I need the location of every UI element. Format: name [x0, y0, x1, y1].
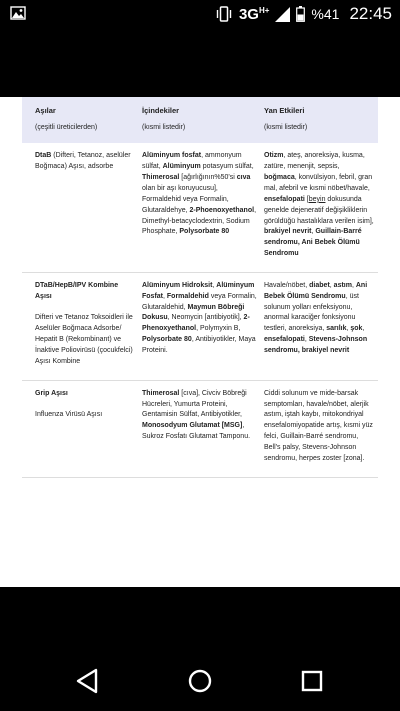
cell-text: DtaB — [35, 152, 52, 160]
cell-text: , Sukroz Fosfatı Glutamat Tamponu. — [142, 422, 251, 441]
table-row — [22, 381, 378, 478]
cell-text: Thimerosal — [142, 389, 180, 397]
image-notification-icon — [10, 5, 26, 21]
cell-text: Monosodyum Glutamat [MSG] — [142, 422, 243, 430]
cell-text: Alüminyum Fosfat — [142, 281, 255, 300]
cell-text: cıva — [236, 174, 251, 182]
home-icon[interactable] — [185, 667, 215, 695]
cell-text: şok — [350, 325, 363, 333]
cell-text: Guillain-Barré sendromu, Ani Bebek Ölümü Sendromu — [264, 228, 362, 258]
cell-text: Polysorbate 80 — [179, 228, 230, 236]
header-title: İçindekiler — [142, 106, 180, 115]
table-row — [22, 273, 378, 381]
cell-text: dokusunda genelde dejeneratif değişikliklerin görüldüğü hastalıklara verilen isim], — [264, 195, 374, 225]
cell-text: olan bir aşı koruyucusu], Formaldehid veya Formalin, Glutaraldehye, — [142, 185, 229, 214]
header-side-effects — [264, 105, 378, 133]
cell-ingredients — [142, 151, 264, 259]
cell-text: , — [351, 281, 356, 289]
cell-text: Ani Bebek Ölümü Sendromu — [264, 281, 368, 300]
cell-vaccine — [22, 389, 142, 465]
cell-side-effects — [264, 151, 378, 259]
network-type: $3G^{H+}$ — [238, 5, 270, 23]
cell-text: , — [304, 336, 309, 344]
cell-text: Grip Aşısı — [35, 389, 68, 397]
cell-text: potasyum sülfat, — [200, 163, 254, 171]
cell-text: , ammonyum sülfat, — [142, 152, 242, 171]
content-area[interactable] — [0, 97, 400, 587]
cell-text: boğmaca — [264, 174, 295, 182]
clock: 22:45 — [349, 4, 392, 23]
cell-text: , Neomycin [antibiyotik], — [167, 314, 244, 322]
cell-text: astım — [333, 281, 352, 289]
cell-text: Havale/nöbet, — [264, 281, 310, 289]
cell-text: Maymun Böbreği Dokusu — [142, 303, 245, 322]
cell-text: , Polymyxin B, — [196, 325, 241, 333]
cell-text: , ateş, anoreksiya, kusma, zatüre, menenjit, sepsis, — [264, 152, 365, 171]
cell-text: [ağırlığının%50'si — [179, 174, 237, 182]
cell-text: Otizm — [264, 152, 284, 160]
navigation-bar — [0, 651, 400, 711]
recent-apps-icon[interactable] — [297, 667, 327, 695]
cell-text: DTaB/HepB/IPV Kombine Aşısı — [35, 281, 119, 300]
cell-text: Stevens-Johnson sendromu, brakiyel nevrit — [264, 336, 368, 354]
cell-text: Formaldehid — [166, 292, 209, 300]
header-vaccines — [22, 105, 142, 133]
table-header-row — [22, 97, 378, 143]
cell-text: sarılık — [326, 325, 347, 333]
cell-text: 2-Phoenoxyethanol — [189, 206, 255, 214]
table-row — [22, 143, 378, 272]
vaccine-table — [22, 97, 378, 478]
battery-icon — [296, 6, 305, 22]
cell-text: , — [311, 228, 316, 236]
header-title: Yan Etkileri — [264, 106, 305, 115]
cell-text: Thimerosal — [142, 174, 180, 182]
cell-text: brakiyel nevrit — [264, 228, 312, 236]
cell-text: , Antibiyotikler, Maya Proteini. — [142, 336, 256, 354]
cell-text: ensefalopati — [264, 195, 305, 203]
cell-text: , — [163, 292, 167, 300]
vibrate-icon — [215, 6, 233, 22]
cell-text: Polysorbate 80 — [142, 336, 192, 344]
cell-text: Ciddi solunum ve mide-barsak semptomları, havale/nöbet, alerjik astım, iştah kaybı, mitokondriyal ensefalomiyopatide artış, kısmi yüz felci, Guillain-Barré sendromu, Bell's palsy, Stevens-Johnson sendromu, herpes zoster [zona]. — [264, 389, 373, 462]
back-icon[interactable] — [73, 667, 103, 695]
cell-text: (Difteri, Tetanoz, aselüler Boğmaca) Aşısı, adsorbe — [35, 152, 131, 171]
header-subtitle: (çeşitli üreticilerden) — [35, 123, 98, 131]
cell-text: , — [212, 281, 217, 289]
cell-text: beyin — [308, 195, 326, 203]
header-subtitle: (kısmi listedir) — [142, 123, 186, 131]
cell-text: Alüminyum Hidroksit — [142, 281, 213, 289]
cell-text: [ — [304, 195, 309, 203]
cell-text: ensefalopati — [264, 336, 305, 344]
cell-side-effects — [264, 389, 378, 465]
cell-text: , — [346, 325, 351, 333]
status-bar — [0, 0, 400, 28]
cell-text: [cıva], Civciv Böbreği Hücreleri, Yumurta Proteini, Gentamisin Sülfat, Antibiyotikler, — [142, 389, 247, 419]
cell-text: 2-Phenoxyethanol — [142, 314, 250, 333]
cell-text: , konvülsiyon, febril, gran mal, afebril ve kısmi nöbet/havale, — [264, 174, 373, 192]
cell-text: Difteri ve Tetanoz Toksoidleri ile Aselüler Boğmaca Adsorbe/ Hepatit B (Rekombinant) ve İnaktive Poliovirüsü (çocukfelci) Aşısı Kombine — [35, 314, 133, 365]
cell-text: veya Formalin, Glutaraldehid, — [142, 292, 257, 311]
header-ingredients — [142, 105, 264, 133]
cell-text: , üst solunum yolları enfeksiyonu, anormal karaciğer fonksiyonu testleri, anoreksiya, — [264, 292, 359, 333]
cell-vaccine — [22, 281, 142, 368]
cell-text: , — [362, 325, 365, 333]
cell-text: , — [329, 281, 334, 289]
header-title: Aşılar — [35, 106, 56, 115]
cell-text: Influenza Virüsü Aşısı — [35, 411, 103, 419]
cell-ingredients — [142, 281, 264, 368]
signal-strength-icon — [275, 7, 290, 22]
header-subtitle: (kısmi listedir) — [264, 123, 308, 131]
cell-text: , Dimethyl-betacyclodextrin, Sodium Phosphate, — [142, 206, 257, 236]
cell-text: diabet — [309, 281, 330, 289]
battery-percent: %41 — [311, 6, 340, 22]
cell-side-effects — [264, 281, 378, 368]
cell-vaccine — [22, 151, 142, 259]
cell-ingredients — [142, 389, 264, 465]
cell-text: Alüminyum — [162, 163, 201, 171]
cell-text: Alüminyum fosfat — [142, 152, 202, 160]
